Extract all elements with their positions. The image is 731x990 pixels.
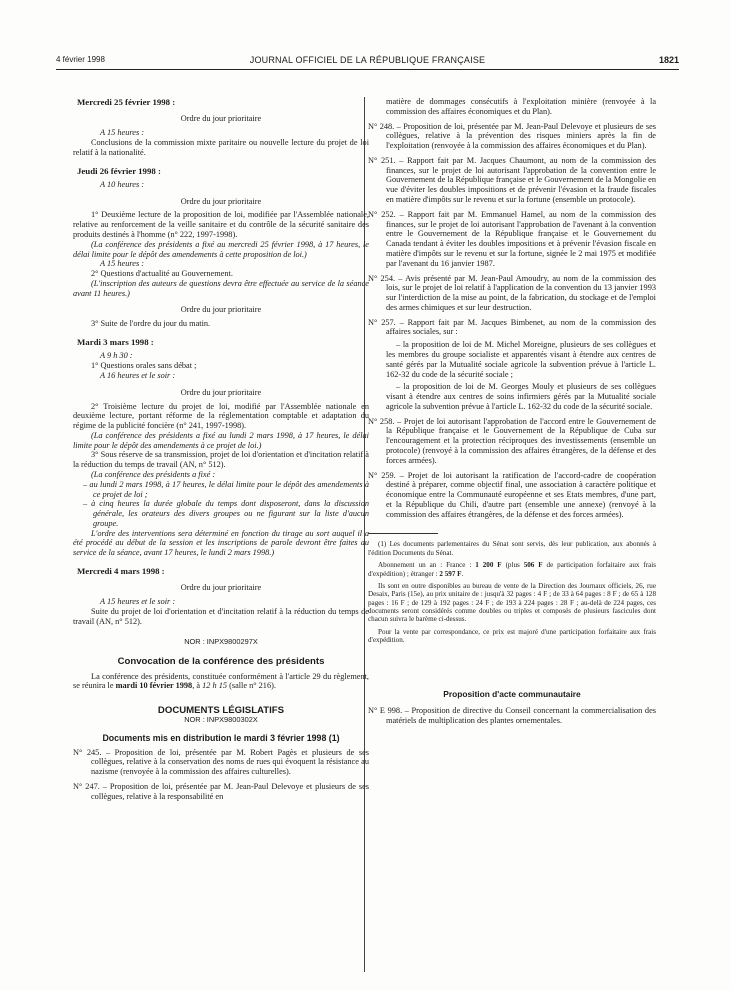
agenda-item: 1° Questions orales sans débat ; <box>91 361 197 371</box>
ordre-du-jour: Ordre du jour prioritaire <box>180 196 262 206</box>
time-slot: A 16 heures et le soir : <box>100 370 176 380</box>
document-sub-entry: – la proposition de loi de M. Michel Moreigne, plusieurs de ses collègues et les membres du groupe socialiste et apparentés visant à étendre aux centres de santé gérés par la Mutualité sociale agricole la subvention prévue à l'article L. 162-32 du code de la sécurité sociale ; <box>386 340 656 379</box>
ordre-du-jour: Ordre du jour prioritaire <box>180 583 262 593</box>
document-entry: N° 254. – Avis présenté par M. Jean-Paul Amoudry, au nom de la commission des lois, sur le projet de loi relatif à l'application de la convention du 13 janvier 1993 sur l'interdiction de la mise au point, de la fabrication, du stockage et de l'emploi des armes chimiques et sur leur destruction. <box>368 273 656 312</box>
agenda-item: 1° Deuxième lecture de la proposition de loi, modifiée par l'Assemblée nationale, relative au renforcement de la veille sanitaire et du contrôle de la sécurité sanitaire des produits destinés à l'homme (n° 222, 1997-1998). <box>73 210 369 239</box>
document-entry: N° 245. – Proposition de loi, présentée par M. Robert Pagès et plusieurs de ses collègues, relative à la conservation des noms de rues qui évoquent la résistance au nazisme (renvoyée à la commission des affaires culturelles). <box>73 747 369 777</box>
section-title: Convocation de la conférence des présidents <box>117 656 325 668</box>
document-entry: N° 251. – Rapport fait par M. Jacques Chaumont, au nom de la commission des finances, sur le projet de loi autorisant l'approbation de la convention entre le Gouvernement de la République française et le Gouvernement de la Mongolie en vue d'éviter les doubles impositions et de prévenir l'évasion et la fraude fiscales en matière d'impôts sur le revenu et sur la fortune (ensemble un protocole). <box>368 155 656 205</box>
header-date: 4 février 1998 <box>56 55 105 64</box>
left-column <box>73 97 369 806</box>
agenda-note-dash: – au lundi 2 mars 1998, à 17 heures, le délai limite pour le dépôt des amendements à ce projet de loi ; <box>83 479 369 499</box>
ordre-du-jour: Ordre du jour prioritaire <box>180 387 262 397</box>
time-slot: A 10 heures : <box>100 179 145 189</box>
meeting-date: mardi 10 février 1998 <box>115 681 193 691</box>
day-title: Jeudi 26 février 1998 : <box>77 165 161 176</box>
header-page-number: 1821 <box>658 55 679 65</box>
agenda-item: 3° Sous réserve de sa transmission, projet de loi d'orientation et d'incitation relatif à la réduction du temps de travail (AN, n° 512). <box>73 450 369 470</box>
time-slot: A 15 heures et le soir : <box>100 597 176 607</box>
nor-reference: NOR : INPX9800297X <box>184 636 258 646</box>
text-fragment: (plus <box>501 561 524 570</box>
document-entry: N° 258. – Projet de loi autorisant l'approbation de l'accord entre le Gouvernement de la République française et le Gouvernement de la République de Cuba sur l'encouragement et la protection réciproques des investissements (ensemble un protocole) (renvoyé à la commission des affaires étrangères, de la défense et des forces armées). <box>368 416 656 465</box>
meeting-time: 12 h 15 <box>202 681 227 691</box>
distribution-heading: Documents mis en distribution le mardi 3 février 1998 (1) <box>102 733 340 744</box>
text-fragment: La conférence des présidents, constituée conformément à l'article 29 du règlement, se réunira le <box>73 671 369 691</box>
price: 1 200 F <box>475 561 502 570</box>
ordre-du-jour: Ordre du jour prioritaire <box>180 114 262 124</box>
page-header <box>56 55 679 70</box>
time-slot: A 15 heures : <box>100 259 145 269</box>
agenda-item: Suite du projet de loi d'orientation et d'incitation relatif à la réduction du temps de travail (AN, n° 512). <box>73 606 369 626</box>
document-entry: N° 259. – Projet de loi autorisant la ratification de l'accord-cadre de coopération destiné à préparer, comme objectif final, une association à caractère politique et économique entre la Communauté européenne et ses Etats membres, d'une part, et la République du Chili, d'autre part (ensemble une annexe) (renvoyé à la commission des affaires étrangères, de la défense et des forces armées). <box>368 470 656 519</box>
right-column <box>368 97 656 731</box>
header-journal-title: JOURNAL OFFICIEL DE LA RÉPUBLIQUE FRANÇAISE <box>249 55 486 65</box>
agenda-item: 2° Troisième lecture du projet de loi, modifié par l'Assemblée nationale en deuxième lecture, portant réforme de la réglementation comptable et adaptation du régime de la publicité foncière (n° 241, 1997-1998). <box>73 401 369 431</box>
text-fragment: , à <box>192 681 203 691</box>
time-slot: A 9 h 30 : <box>100 351 133 361</box>
ordre-du-jour: Ordre du jour prioritaire <box>180 305 262 315</box>
agenda-note: (La conférence des présidents a fixé au lundi 2 mars 1998, à 17 heures, le délai limite pour le dépôt des amendements à ce projet de loi.) <box>73 430 369 450</box>
text-fragment: Abonnement un an : France : <box>378 561 476 570</box>
footnote-rule <box>368 533 438 534</box>
agenda-note: (La conférence des présidents a fixé au mercredi 25 février 1998, à 17 heures, le délai limite pour le dépôt des amendements à cette proposition de loi.) <box>73 239 369 259</box>
agenda-note-dash: – à cinq heures la durée globale du temps dont disposeront, dans la discussion générale, les orateurs des divers groupes ou ne figurant sur la liste d'aucun groupe. <box>83 499 369 528</box>
document-entry-continued: matière de dommages consécutifs à l'exploitation minière (renvoyée à la commission des affaires économiques et du Plan). <box>386 97 656 116</box>
document-entry: N° 247. – Proposition de loi, présentée par M. Jean-Paul Delevoye et plusieurs de ses collègues, relative à la responsabilité en <box>73 781 369 801</box>
text-fragment: (salle n° 216). <box>227 681 276 691</box>
agenda-item: 3° Suite de l'ordre du jour du matin. <box>91 319 211 329</box>
text-fragment: de participation forfaitaire aux frais d'expédition) ; étranger : <box>368 561 656 578</box>
day-title: Mercredi 25 février 1998 : <box>77 97 176 107</box>
document-entry: N° E 998. – Proposition de directive du Conseil concernant la commercialisation des matériels de multiplication des plantes ornementales. <box>368 706 656 726</box>
text-fragment: . <box>461 569 464 578</box>
footnote: Pour la vente par correspondance, ce prix est majoré d'une participation forfaitaire aux frais d'expédition. <box>368 627 656 645</box>
footnote: (1) Les documents parlementaires du Sénat sont servis, dès leur publication, aux abonnés à l'édition Documents du Sénat. <box>368 540 656 557</box>
day-title: Mardi 3 mars 1998 : <box>77 337 154 348</box>
price: 2 597 F <box>439 569 462 578</box>
document-entry: N° 257. – Rapport fait par M. Jacques Bimbenet, au nom de la commission des affaires sociales, sur : <box>368 317 656 337</box>
document-sub-entry: – la proposition de loi de M. Georges Mouly et plusieurs de ses collègues visant à étendre aux centres de soins infirmiers gérés par la Mutualité sociale agricole la subvention prévue à l'article L. 162-32 du code de la sécurité sociale. <box>386 382 656 411</box>
section-title: Proposition d'acte communautaire <box>443 689 581 700</box>
price: 506 F <box>523 561 543 570</box>
convocation-text <box>73 672 369 692</box>
agenda-item: 2° Questions d'actualité au Gouvernement. <box>91 269 233 279</box>
section-title: DOCUMENTS LÉGISLATIFS <box>157 705 285 717</box>
document-entry: N° 252. – Rapport fait par M. Emmanuel Hamel, au nom de la commission des finances, sur le projet de loi autorisant l'approbation de l'avenant à la convention entre le Gouvernement de la République française et le Gouvernement du Canada tendant à éviter les doubles impositions et à prévenir l'évasion fiscale en matière d'impôts sur le revenu et sur la fortune, signée le 2 mai 1975 et modifiée par l'avenant du 16 janvier 1987. <box>368 209 656 268</box>
time-slot: A 15 heures : <box>100 128 145 138</box>
day-title: Mercredi 4 mars 1998 : <box>77 566 165 577</box>
footnote: Ils sont en outre disponibles au bureau de vente de la Direction des Journaux officiels, 26, rue Desaix, Paris (15e), au prix unitaire de : jusqu'à 32 pages : 4 F ; de 33 à 64 pages : 8 F ; de 65 à 128 pages : 16 F ; de 129 à 192 pages : 24 F ; de 193 à 224 pages : 28 F ; au-delà de 224 pages, ces documents seront considérés comme doubles ou triples et composés de plusieurs fascicules dont chacun suivra le barème ci-dessus. <box>368 581 656 624</box>
agenda-item: Conclusions de la commission mixte paritaire ou nouvelle lecture du projet de loi relatif à la nationalité. <box>73 137 369 157</box>
agenda-note: (L'inscription des auteurs de questions devra être effectuée au service de la séance avant 11 heures.) <box>73 278 369 298</box>
agenda-note: L'ordre des interventions sera déterminé en fonction du tirage au sort auquel il a été procédé au début de la session et les inscriptions de parole devront être faites au service de la séance, avant 17 heures, le lundi 2 mars 1998.) <box>73 528 369 558</box>
document-entry: N° 248. – Proposition de loi, présentée par M. Jean-Paul Delevoye et plusieurs de ses collègues, relative à la prévention des risques miniers après la fin de l'exploitation (renvoyée à la commission des affaires économiques et du Plan). <box>368 121 656 151</box>
agenda-note: (La conférence des présidents a fixé : <box>91 470 216 479</box>
nor-reference: NOR : INPX9800302X <box>184 715 258 725</box>
footnote-subscription <box>368 561 656 578</box>
